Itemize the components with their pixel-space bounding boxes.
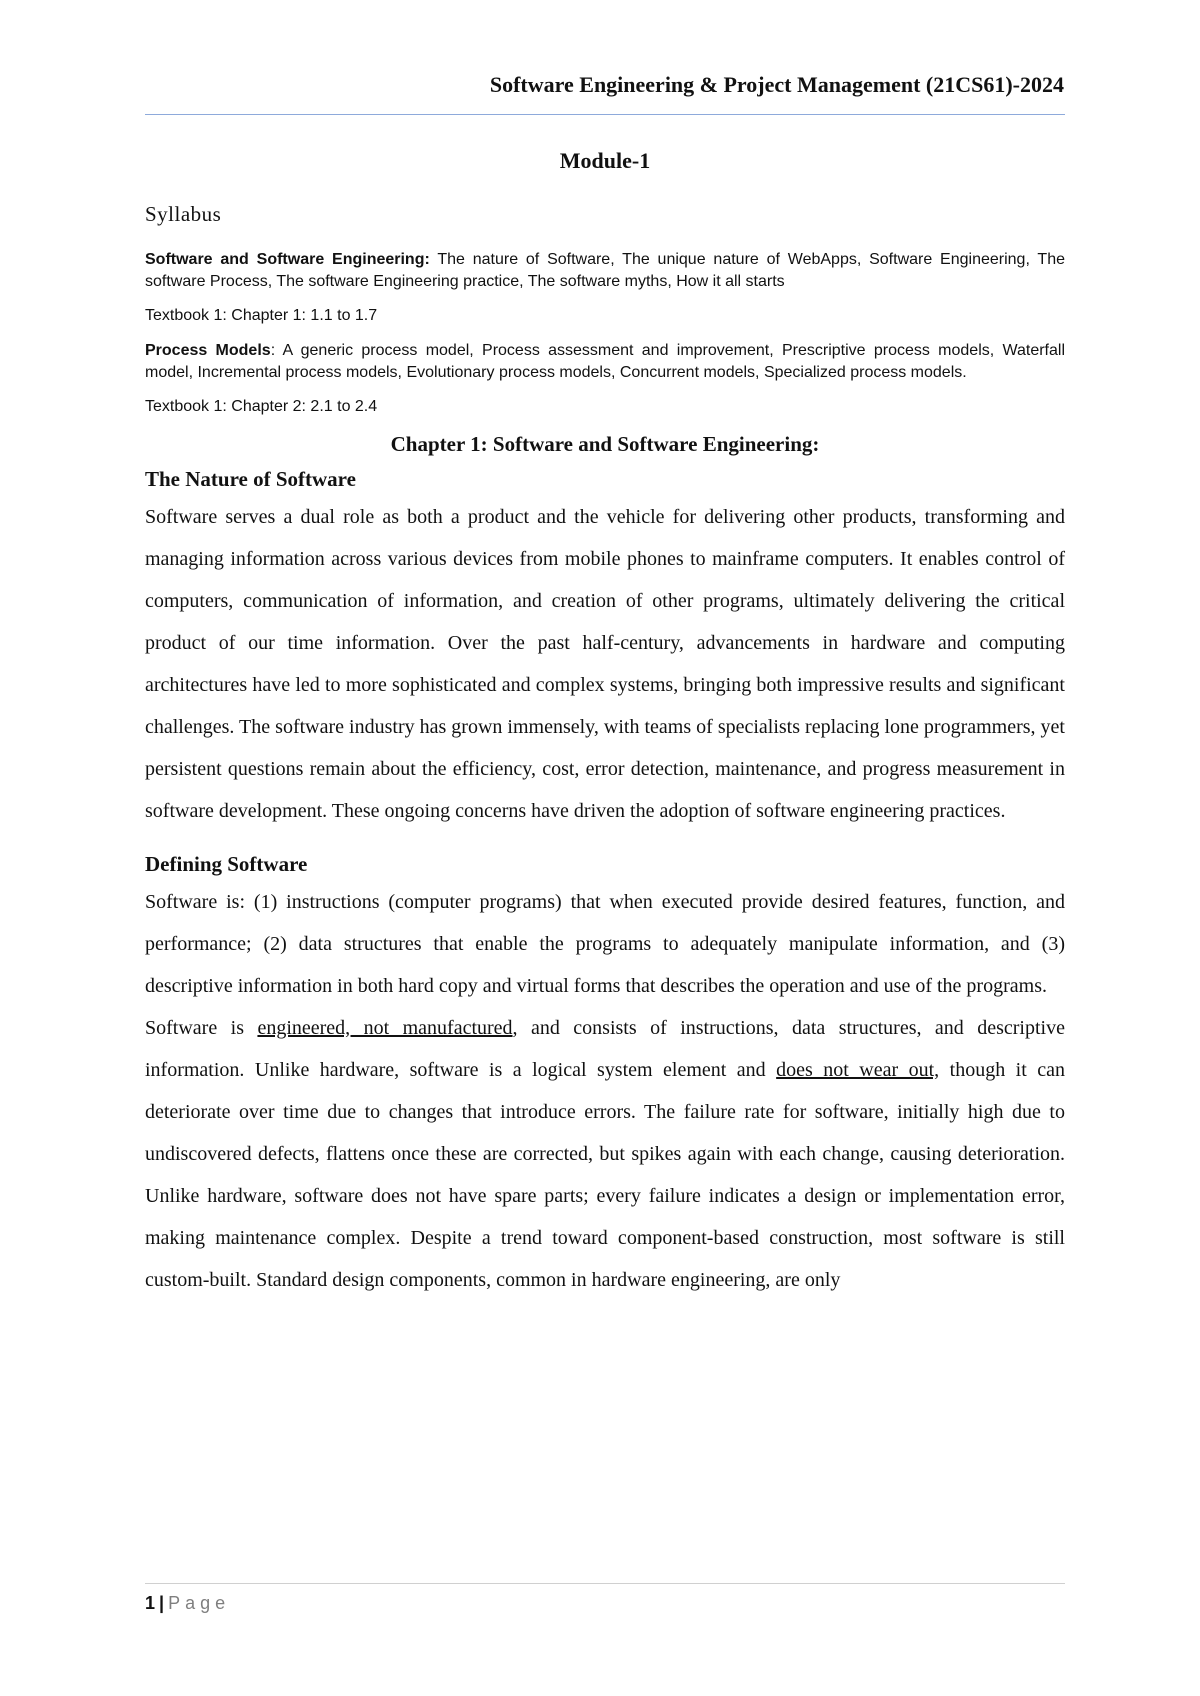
underlined-phrase: engineered, not manufactured bbox=[257, 1017, 513, 1039]
chapter-title: Chapter 1: Software and Software Engineering: bbox=[390, 432, 820, 456]
syllabus-block-heading: Software and Software Engineering: bbox=[145, 251, 430, 268]
section-heading-defining: Defining Software bbox=[145, 852, 308, 876]
page-footer bbox=[145, 1593, 230, 1614]
syllabus-block-heading: Process Models bbox=[145, 342, 271, 359]
header-divider bbox=[145, 114, 1065, 115]
syllabus-block-text: The nature of Software, The unique nature of WebApps, Software Engineering, The software Process, The software Engineering practice, The software myths, How it all starts bbox=[145, 251, 1065, 290]
footer-separator: | bbox=[159, 1593, 165, 1613]
page-number: 1 bbox=[145, 1593, 156, 1613]
page-label: Page bbox=[168, 1593, 231, 1613]
syllabus-label: Syllabus bbox=[145, 202, 222, 226]
section-heading-nature: The Nature of Software bbox=[145, 467, 356, 491]
syllabus-textbook-ref: Textbook 1: Chapter 2: 2.1 to 2.4 bbox=[145, 398, 378, 415]
body-paragraph: Software is: (1) instructions (computer programs) that when executed provide desired features, function, and performance; (2) data structures that enable the programs to adequately manipulate information, and (3) descriptive information in both hard copy and virtual forms that describes the operation and use of the programs. bbox=[145, 891, 1065, 997]
syllabus-block-software-engineering bbox=[145, 249, 1065, 293]
running-header: Software Engineering & Project Management (21CS61)-2024 bbox=[489, 72, 1064, 97]
page-content bbox=[145, 144, 1065, 1301]
syllabus-textbook-ref: Textbook 1: Chapter 1: 1.1 to 1.7 bbox=[145, 307, 378, 324]
body-paragraph bbox=[145, 1007, 1065, 1301]
text-run: , and consists of instructions, data structures, and descriptive information. Unlike hardware, software is a logical system element and bbox=[145, 1017, 1065, 1081]
footer-divider bbox=[145, 1583, 1065, 1584]
underlined-phrase: does not wear out, bbox=[776, 1059, 940, 1081]
syllabus-block-text: : A generic process model, Process assessment and improvement, Prescriptive process models, Waterfall model, Incremental process models, Evolutionary process models, Concurrent models, Specialized process models. bbox=[145, 342, 1066, 381]
text-run: though it can deteriorate over time due to changes that introduce errors. The failure rate for software, initially high due to undiscovered defects, flattens once these are corrected, but spikes again with each change, causing deterioration. Unlike hardware, software does not have spare parts; every failure indicates a design or implementation error, making maintenance complex. Despite a trend toward component-based construction, most software is still custom-built. Standard design components, common in hardware engineering, are only bbox=[145, 1059, 1065, 1291]
body-paragraph: Software serves a dual role as both a product and the vehicle for delivering other products, transforming and managing information across various devices from mobile phones to mainframe computers. It enables control of computers, communication of information, and creation of other programs, ultimately delivering the critical product of our time information. Over the past half-century, advancements in hardware and computing architectures have led to more sophisticated and complex systems, bringing both impressive results and significant challenges. The software industry has grown immensely, with teams of specialists replacing lone programmers, yet persistent questions remain about the efficiency, cost, error detection, maintenance, and progress measurement in software development. These ongoing concerns have driven the adoption of software engineering practices. bbox=[145, 506, 1065, 822]
text-run: Software is bbox=[145, 1017, 258, 1039]
module-title: Module-1 bbox=[559, 148, 651, 173]
syllabus-block-process-models bbox=[145, 340, 1065, 384]
